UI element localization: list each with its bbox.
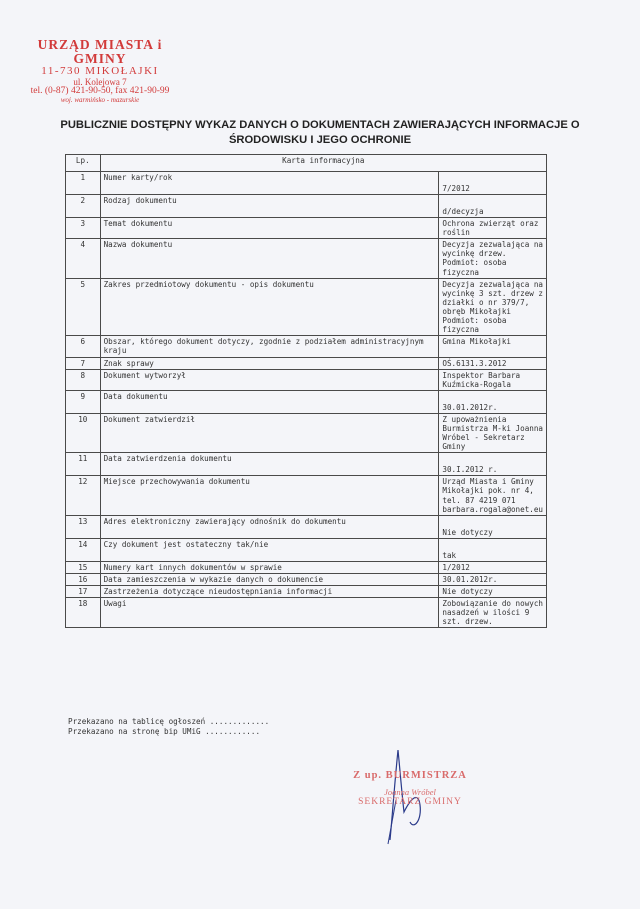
- row-value: OŚ.6131.3.2012: [439, 357, 547, 369]
- row-number: 18: [66, 598, 101, 628]
- table-row: [66, 538, 547, 561]
- row-label: Dokument wytworzył: [100, 369, 439, 390]
- row-label: Numery kart innych dokumentów w sprawie: [100, 561, 439, 573]
- table-row: [66, 413, 547, 452]
- row-label: Zakres przedmiotowy dokumentu - opis dokumentu: [100, 278, 439, 336]
- row-value: Ochrona zwierząt oraz roślin: [439, 218, 547, 239]
- stamp-voivodeship: woj. warmińsko - mazurskie: [60, 96, 140, 105]
- table-row: [66, 476, 547, 515]
- table-row: [66, 585, 547, 597]
- row-label: Temat dokumentu: [100, 218, 439, 239]
- table-row: [66, 278, 547, 336]
- row-number: 14: [66, 538, 101, 561]
- row-number: 8: [66, 369, 101, 390]
- row-number: 7: [66, 357, 101, 369]
- row-label: Uwagi: [100, 598, 439, 628]
- row-number: 5: [66, 278, 101, 336]
- table-row: [66, 573, 547, 585]
- table-row: [66, 172, 547, 195]
- row-label: Adres elektroniczny zawierający odnośnik do dokumentu: [100, 515, 439, 538]
- table-row: [66, 195, 547, 218]
- transmission-note: [68, 717, 269, 737]
- row-value: tak: [439, 538, 547, 561]
- row-number: 9: [66, 390, 101, 413]
- row-value: 7/2012: [439, 172, 547, 195]
- row-value: 30.I.2012 r.: [439, 453, 547, 476]
- row-label: Nazwa dokumentu: [100, 239, 439, 278]
- row-value: 30.01.2012r.: [439, 573, 547, 585]
- row-value: Inspektor Barbara Kuźmicka-Rogala: [439, 369, 547, 390]
- row-number: 1: [66, 172, 101, 195]
- table-row: [66, 218, 547, 239]
- row-value: Decyzja zezwalająca na wycinkę drzew. Podmiot: osoba fizyczna: [439, 239, 547, 278]
- table-row: [66, 390, 547, 413]
- row-value: Z upoważnienia Burmistrza M-ki Joanna Wróbel - Sekretarz Gminy: [439, 413, 547, 452]
- row-number: 15: [66, 561, 101, 573]
- table-header-row: [66, 155, 547, 172]
- row-value: Nie dotyczy: [439, 515, 547, 538]
- row-number: 11: [66, 453, 101, 476]
- stamp-phone: tel. (0-87) 421-90-50, fax 421-90-99: [30, 86, 170, 97]
- row-value: Zobowiązanie do nowych nasadzeń w ilości 9 szt. drzew.: [439, 598, 547, 628]
- row-label: Miejsce przechowywania dokumentu: [100, 476, 439, 515]
- row-number: 3: [66, 218, 101, 239]
- office-stamp: [10, 38, 190, 105]
- stamp-postcode-city: 11-730 MIKOŁAJKI: [41, 65, 159, 78]
- stamp-office-name: URZĄD MIASTA i GMINY: [37, 37, 163, 67]
- header-lp: Lp.: [66, 155, 101, 172]
- row-label: Data zamieszczenia w wykazie danych o dokumencie: [100, 573, 439, 585]
- row-value: Decyzja zezwalająca na wycinkę 3 szt. drzew z działki o nr 379/7, obręb Mikołajki Podmiot: osoba fizyczna: [439, 278, 547, 336]
- row-number: 17: [66, 585, 101, 597]
- row-number: 4: [66, 239, 101, 278]
- table-row: [66, 357, 547, 369]
- signature-name: Joanna Wróbel: [384, 787, 436, 797]
- row-value: Urząd Miasta i Gminy Mikołajki pok. nr 4, tel. 87 4219 071 barbara.rogala@onet.eu: [439, 476, 547, 515]
- table-row: [66, 239, 547, 278]
- document-title: PUBLICZNIE DOSTĘPNY WYKAZ DANYCH O DOKUMENTACH ZAWIERAJĄCYCH INFORMACJE O ŚRODOWISKU I JEGO OCHRONIE: [60, 119, 580, 146]
- footer-bip-page: Przekazano na stronę bip UMiG ............: [68, 726, 261, 736]
- row-label: Zastrzeżenia dotyczące nieudostępniania informacji: [100, 585, 439, 597]
- row-label: Numer karty/rok: [100, 172, 439, 195]
- row-value: d/decyzja: [439, 195, 547, 218]
- table-row: [66, 561, 547, 573]
- row-label: Dokument zatwierdził: [100, 413, 439, 452]
- table-row: [66, 369, 547, 390]
- signature-authority: Z up. BURMISTRZA: [353, 770, 467, 781]
- table-row: [66, 598, 547, 628]
- information-card-table: [65, 154, 547, 628]
- row-label: Znak sprawy: [100, 357, 439, 369]
- row-label: Data zatwierdzenia dokumentu: [100, 453, 439, 476]
- row-number: 2: [66, 195, 101, 218]
- row-value: 30.01.2012r.: [439, 390, 547, 413]
- table-row: [66, 453, 547, 476]
- row-value: Gmina Mikołajki: [439, 336, 547, 357]
- stamp-street: ul. Kolejowa 7: [73, 76, 127, 87]
- table-row: [66, 515, 547, 538]
- row-label: Obszar, którego dokument dotyczy, zgodnie z podziałem administracyjnym kraju: [100, 336, 439, 357]
- row-number: 12: [66, 476, 101, 515]
- row-value: Nie dotyczy: [439, 585, 547, 597]
- row-number: 10: [66, 413, 101, 452]
- signature-title: SEKRETARZ GMINY: [358, 797, 462, 807]
- table-row: [66, 336, 547, 357]
- row-value: 1/2012: [439, 561, 547, 573]
- row-number: 6: [66, 336, 101, 357]
- header-card-title: Karta informacyjna: [100, 155, 546, 172]
- signature-stamp: [340, 770, 480, 807]
- row-label: Data dokumentu: [100, 390, 439, 413]
- row-label: Rodzaj dokumentu: [100, 195, 439, 218]
- row-label: Czy dokument jest ostateczny tak/nie: [100, 538, 439, 561]
- footer-notice-board: Przekazano na tablicę ogłoszeń .............: [68, 717, 270, 726]
- row-number: 16: [66, 573, 101, 585]
- row-number: 13: [66, 515, 101, 538]
